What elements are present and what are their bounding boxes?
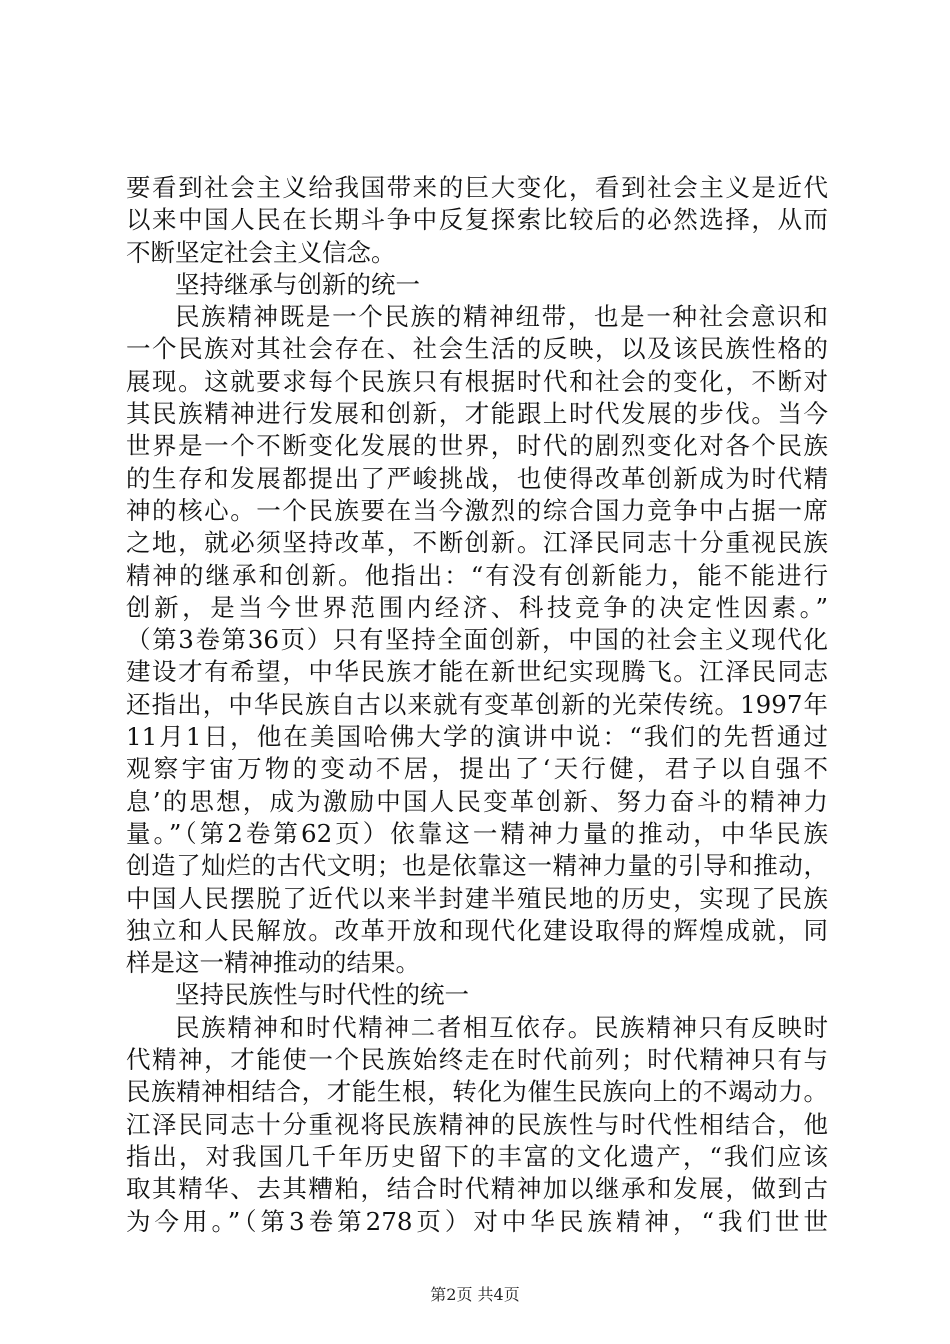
text-line: 创造了灿烂的古代文明；也是依靠这一精神力量的引导和推动， [126, 851, 828, 881]
text-line: 要看到社会主义给我国带来的巨大变化，看到社会主义是近代 [126, 173, 828, 202]
text-line: 取其精华、去其糟粕，结合时代精神加以继承和发展，做到古 [126, 1174, 828, 1204]
text-line: 建设才有希望，中华民族才能在新世纪实现腾飞。江泽民同志 [126, 657, 828, 687]
text-line: 江泽民同志十分重视将民族精神的民族性与时代性相结合，他 [126, 1109, 828, 1139]
text-line: 11月1日，他在美国哈佛大学的演讲中说：“我们的先哲通过 [126, 722, 828, 752]
text-line: （第3卷第36页）只有坚持全面创新，中国的社会主义现代化 [126, 625, 828, 655]
text-line: 展现。这就要求每个民族只有根据时代和社会的变化，不断对 [126, 366, 828, 396]
text-line: 观察宇宙万物的变动不居，提出了‘天行健，君子以自强不 [126, 754, 828, 784]
text-line: 中国人民摆脱了近代以来半封建半殖民地的历史，实现了民族 [126, 883, 828, 913]
paragraph-first-line: 民族精神既是一个民族的精神纽带，也是一种社会意识和 [175, 302, 828, 332]
text-line: 创新，是当今世界范围内经济、科技竞争的决定性因素。” [126, 592, 828, 622]
text-line: 息’的思想，成为激励中国人民变革创新、努力奋斗的精神力 [126, 786, 828, 816]
paragraph-first-line: 民族精神和时代精神二者相互依存。民族精神只有反映时 [175, 1012, 828, 1042]
text-line: 一个民族对其社会存在、社会生活的反映，以及该民族性格的 [126, 334, 828, 364]
text-line: 为今用。”（第3卷第278页）对中华民族精神，“我们世世 [126, 1206, 828, 1236]
text-line: 精神的继承和创新。他指出：“有没有创新能力，能不能进行 [126, 560, 828, 590]
document-body [126, 172, 828, 1238]
text-line: 代精神，才能使一个民族始终走在时代前列；时代精神只有与 [126, 1045, 828, 1075]
text-line: 的生存和发展都提出了严峻挑战，也使得改革创新成为时代精 [126, 463, 828, 493]
text-line: 还指出，中华民族自古以来就有变革创新的光荣传统。1997年 [126, 689, 828, 719]
text-line: 独立和人民解放。改革开放和现代化建设取得的辉煌成就，同 [126, 915, 828, 945]
text-line: 样是这一精神推动的结果。 [126, 948, 420, 978]
text-line: 量。”（第2卷第62页）依靠这一精神力量的推动，中华民族 [126, 818, 828, 848]
text-line: 世界是一个不断变化发展的世界，时代的剧烈变化对各个民族 [126, 431, 828, 461]
text-line: 指出，对我国几千年历史留下的丰富的文化遗产，“我们应该 [126, 1141, 828, 1171]
text-line: 神的核心。一个民族要在当今激烈的综合国力竞争中占据一席 [126, 495, 828, 525]
text-line: 其民族精神进行发展和创新，才能跟上时代发展的步伐。当今 [126, 399, 828, 429]
text-line: 以来中国人民在长期斗争中反复探索比较后的必然选择，从而 [126, 205, 828, 235]
text-line: 之地，就必须坚持改革，不断创新。江泽民同志十分重视民族 [126, 528, 828, 558]
text-line: 民族精神相结合，才能生根，转化为催生民族向上的不竭动力。 [126, 1077, 828, 1107]
section-heading: 坚持继承与创新的统一 [175, 269, 420, 299]
section-heading: 坚持民族性与时代性的统一 [175, 980, 469, 1010]
page-number-footer: 第2页 共4页 [430, 1285, 520, 1304]
text-line: 不断坚定社会主义信念。 [126, 237, 396, 267]
